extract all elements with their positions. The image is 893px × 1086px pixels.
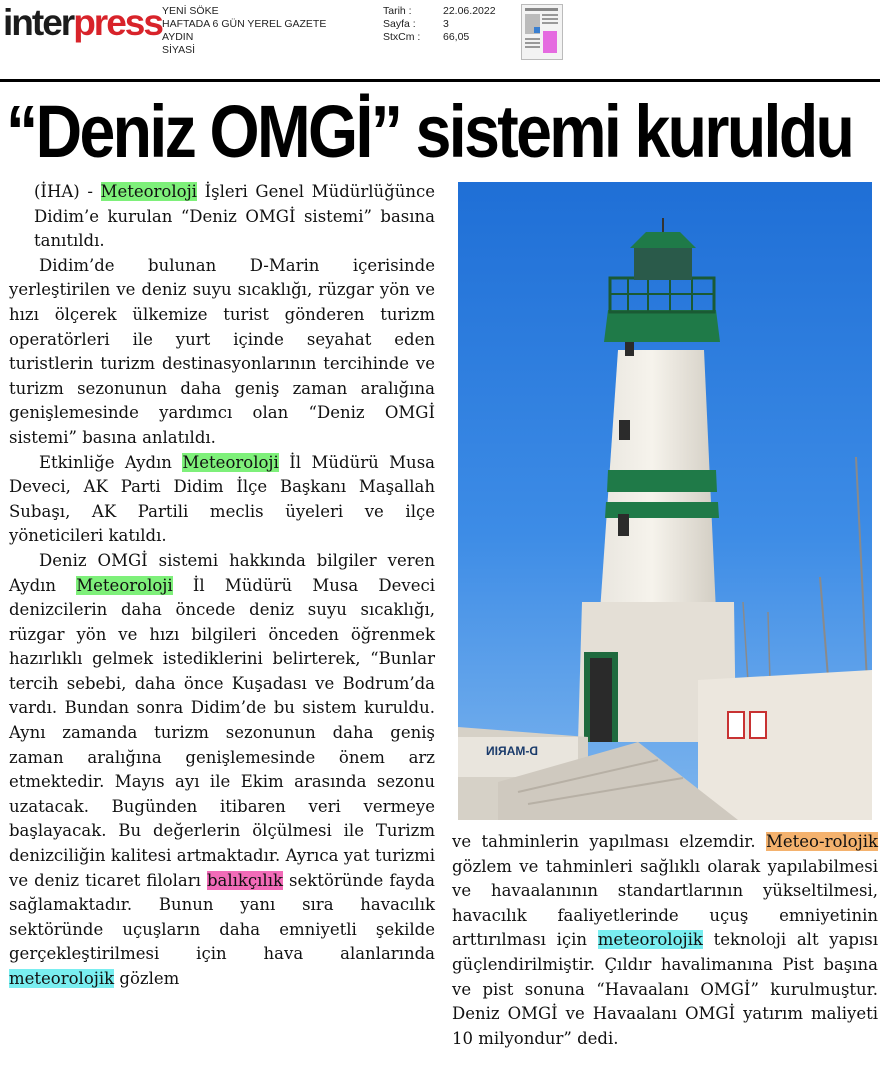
marina-sign-text: D-MARIN <box>486 744 538 758</box>
keyword-highlight: rolojik <box>824 832 878 851</box>
meta-values <box>443 5 496 44</box>
keyword-highlight: balıkçılık <box>206 870 283 890</box>
article-column-right <box>452 830 878 1051</box>
date-label: Tarih : <box>383 5 412 17</box>
paragraph-5: ve tahminlerin yapılması elzemdir. Meteo-rolojik gözlem ve tahminleri sağlıklı olarak yapılabilmesi ve havaalanının standartlarının yükseltilmesi, havacılık faaliyetlerinde uçuş emniyetinin arttırılması için meteorolojik teknoloji alt yapısı güçlendirilmiştir. Çıldır havalimanına Pist başına ve pist sonuna “Havaalanı OMGİ” kurulmuştur. Deniz OMGİ ve Havaalanı OMGİ yatırım maliyeti 10 milyondur” dedi. <box>452 832 878 1048</box>
paragraph-3: Etkinliğe Aydın Meteoroloji İl Müdürü Musa Deveci, AK Parti Didim İlçe Başkanı Maşallah Subaşı, AK Partili meclis üyeleri ve ilçe yöneticileri katıldı. <box>9 452 435 546</box>
page-label: Sayfa : <box>383 18 416 30</box>
keyword-highlight: meteorolojik <box>9 969 115 988</box>
paragraph-1: (İHA) - Meteoroloji İşleri Genel Müdürlüğünce Didim’e kurulan “Deniz OMGİ sistemi” basına tanıtıldı. <box>34 182 435 251</box>
publication-region: AYDIN <box>162 31 194 43</box>
meta-labels <box>383 5 420 44</box>
article-headline: “Deniz OMGİ” sistemi kuruldu <box>6 90 853 173</box>
interpress-logo: interpress <box>3 2 162 43</box>
page-value: 3 <box>443 18 449 30</box>
keyword-highlight: Meteo- <box>765 832 825 851</box>
publication-name: YENİ SÖKE <box>162 5 219 17</box>
paragraph-2: Didim’de bulunan D-Marin içerisinde yerleştirilen ve deniz suyu sıcaklığı, rüzgar yön ve hızı ölçerek ülkemize turist gönderen turizm operatörleri ile yurt içinde seyahat eden turistlerin turizm destinasyonlarının tercihinde ve turizm sezonunun daha geniş zaman aralığına genişlemesinde yardımcı olan “Deniz OMGİ sistemi” basına anlatıldı. <box>9 255 435 447</box>
page-thumbnail <box>521 4 563 60</box>
keyword-highlight: Meteoroloji <box>76 575 173 595</box>
keyword-highlight: Meteoroloji <box>100 182 197 201</box>
size-value: 66,05 <box>443 31 470 43</box>
paragraph-4: Deniz OMGİ sistemi hakkında bilgiler veren Aydın Meteoroloji İl Müdürü Musa Deveci denizcilerin daha öncede deniz suyu sıcaklığı, rüzgar yön ve hızı bilgileri önceden öğrenmek hazırlıklı gelmek istediklerini belirterek, “Bunlar tercih sebebi, daha önce Kuşadası ve Bodrum’da vardı. Bundan sonra Didim’de bu sistem kuruldu. Aynı zamanda turizm sezonunun daha geniş zaman aralığına genişlemesinde önem arz etmektedir. Mayıs ayı ile Ekim arasında sezonu uzatacak. Bugünden itibaren veri vermeye başlayacak. Bu değerlerin ölçülmesi ile Turizm denizciliğin kalitesi artmaktadır. Ayrıca yat turizmi ve deniz ticaret filoları balıkçılık sektöründe fayda sağlamaktadır. Bunun yanı sıra havacılık sektöründe uçuşların daha emniyetli şekilde gerçekleştirilmesi için hava alanlarında meteorolojik gözlem <box>9 550 435 988</box>
lighthouse-photo <box>458 182 872 820</box>
header-divider <box>0 79 880 82</box>
publication-category: SİYASİ <box>162 44 196 56</box>
publication-info <box>162 5 326 57</box>
article-column-left <box>9 180 435 992</box>
date-value: 22.06.2022 <box>443 5 496 17</box>
size-label: StxCm : <box>383 31 421 43</box>
publication-frequency: HAFTADA 6 GÜN YEREL GAZETE <box>162 18 327 30</box>
keyword-highlight: Meteoroloji <box>182 452 279 472</box>
keyword-highlight: meteorolojik <box>597 930 703 950</box>
